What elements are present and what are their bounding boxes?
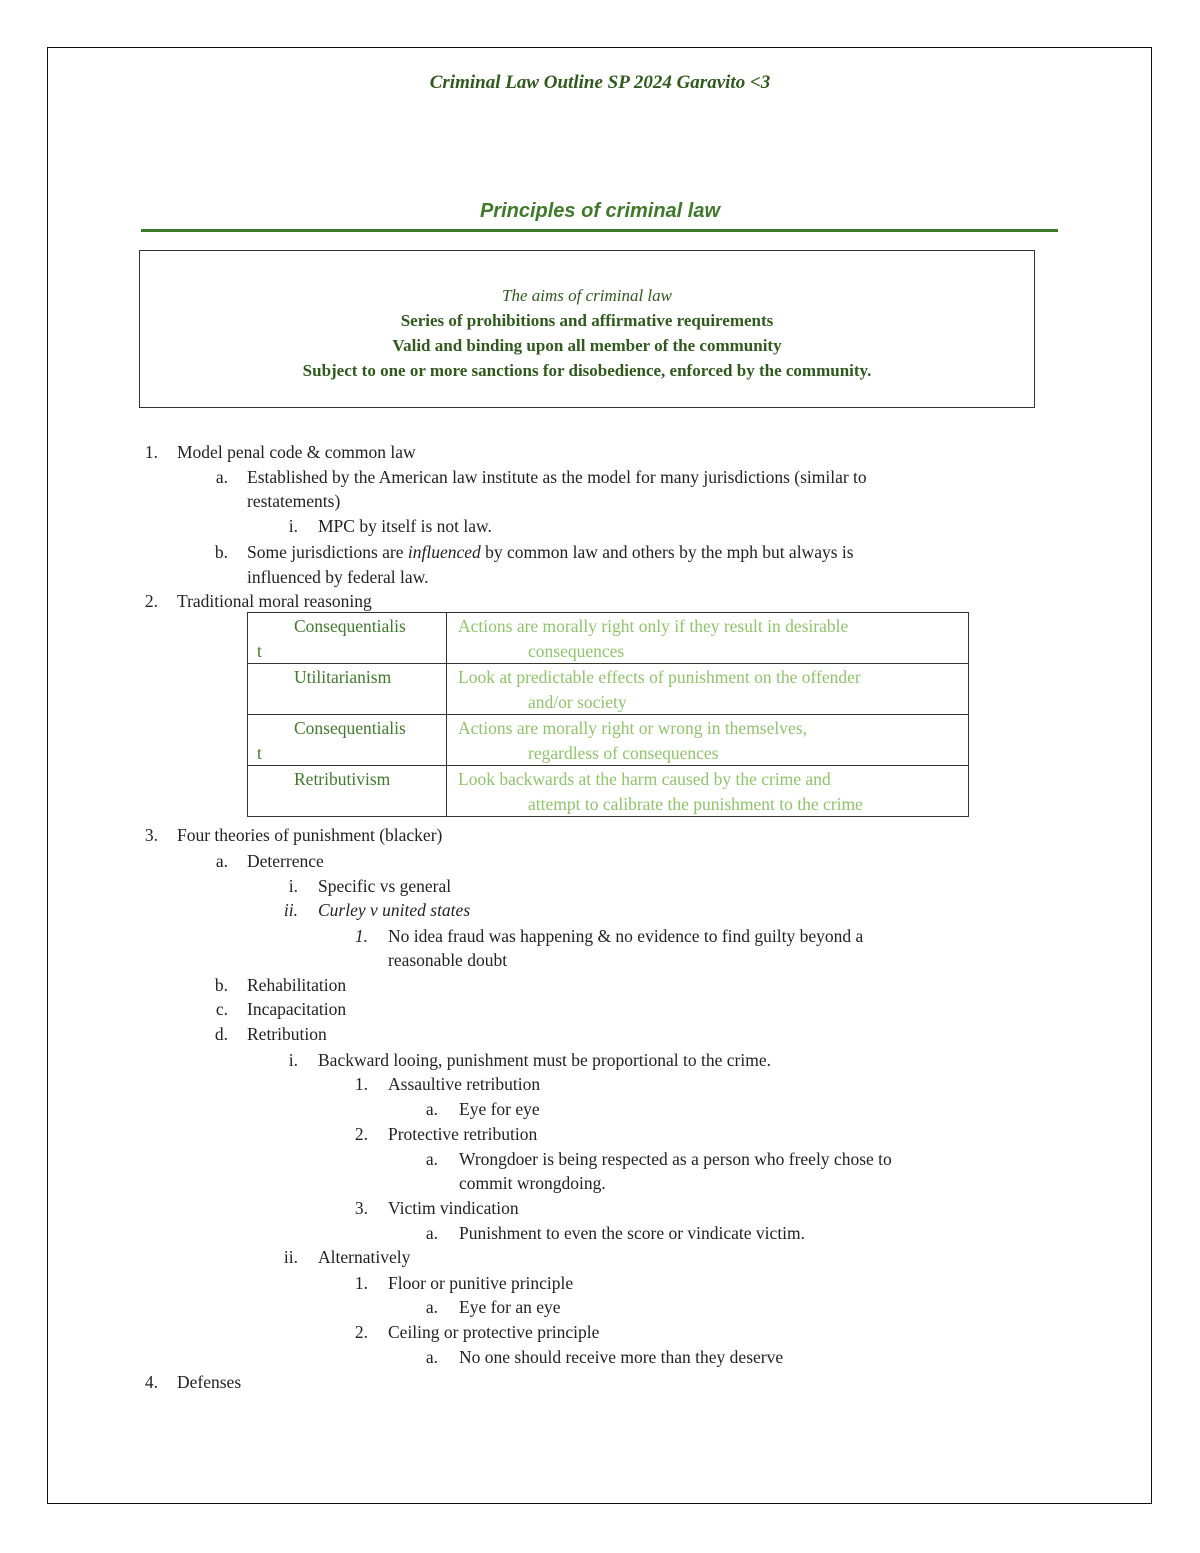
list-letter: d. — [214, 1024, 228, 1044]
theory-description-cont: consequences — [528, 641, 625, 661]
list-item: Alternatively — [318, 1247, 411, 1267]
list-letter: a. — [425, 1297, 438, 1317]
theory-description: Actions are morally right only if they result in desirable — [458, 616, 849, 636]
theory-description-cont: and/or society — [528, 692, 627, 712]
list-letter: a. — [215, 851, 228, 871]
list-text: by common law and others by the mph but always is — [480, 542, 854, 562]
list-item — [247, 540, 854, 564]
list-item: Backward looing, punishment must be proportional to the crime. — [318, 1050, 771, 1070]
table-row — [248, 715, 969, 766]
theory-name: Utilitarianism — [294, 667, 392, 687]
table-row — [248, 664, 969, 715]
list-number: 1. — [144, 442, 158, 462]
list-item: Deterrence — [247, 851, 324, 871]
list-letter: a. — [425, 1223, 438, 1243]
table-row — [248, 766, 969, 817]
aims-title: The aims of criminal law — [501, 286, 672, 305]
list-item-continued: influenced by federal law. — [247, 567, 429, 587]
list-item: Incapacitation — [247, 999, 347, 1019]
list-roman: i. — [288, 876, 298, 896]
table-row — [248, 613, 969, 664]
theory-description-cont: attempt to calibrate the punishment to the crime — [528, 794, 863, 814]
list-item: No one should receive more than they deserve — [459, 1347, 784, 1367]
list-item-continued: commit wrongdoing. — [459, 1173, 606, 1193]
aims-line: Valid and binding upon all member of the community — [392, 336, 782, 355]
list-letter: a. — [215, 467, 228, 487]
list-item: Punishment to even the score or vindicate victim. — [459, 1223, 806, 1243]
table-cell-description — [447, 766, 969, 817]
table-cell-description — [447, 613, 969, 664]
document-title: Criminal Law Outline SP 2024 Garavito <3 — [429, 72, 771, 93]
theory-description-cont: regardless of consequences — [528, 743, 719, 763]
table-cell-theory — [248, 766, 447, 817]
list-item: MPC by itself is not law. — [318, 516, 492, 536]
list-item: Model penal code & common law — [177, 442, 416, 462]
theory-description: Actions are morally right or wrong in themselves, — [458, 718, 807, 738]
case-name: Curley v united states — [318, 900, 471, 920]
list-item: Four theories of punishment (blacker) — [177, 825, 443, 845]
aims-box — [139, 250, 1035, 408]
list-item: Floor or punitive principle — [388, 1273, 574, 1293]
list-item: Victim vindication — [388, 1198, 519, 1218]
list-number: 3. — [144, 825, 158, 845]
moral-reasoning-table — [247, 612, 969, 817]
list-letter: b. — [214, 975, 228, 995]
theory-name-wrap: t — [257, 641, 262, 661]
theory-name: Consequentialis — [294, 718, 406, 738]
list-letter: c. — [215, 999, 228, 1019]
list-item: Established by the American law institute as the model for many jurisdictions (similar to — [247, 467, 867, 487]
theory-name: Retributivism — [294, 769, 391, 789]
table-cell-theory — [248, 715, 447, 766]
list-item: No idea fraud was happening & no evidence to find guilty beyond a — [388, 926, 864, 946]
list-item: Wrongdoer is being respected as a person who freely chose to — [459, 1149, 892, 1169]
table-cell-theory — [248, 613, 447, 664]
list-item: Eye for an eye — [459, 1297, 561, 1317]
list-number: 2. — [354, 1124, 368, 1144]
list-letter: b. — [214, 542, 228, 562]
list-item: Ceiling or protective principle — [388, 1322, 600, 1342]
list-roman: ii. — [283, 900, 298, 920]
list-roman: i. — [288, 516, 298, 536]
list-item: Assaultive retribution — [388, 1074, 541, 1094]
aims-line: Series of prohibitions and affirmative requirements — [400, 311, 774, 330]
table-cell-description — [447, 715, 969, 766]
list-number: 4. — [144, 1372, 158, 1392]
list-item-continued: restatements) — [247, 491, 341, 511]
list-item: Traditional moral reasoning — [177, 591, 372, 611]
section-divider — [141, 229, 1058, 232]
aims-line: Subject to one or more sanctions for disobedience, enforced by the community. — [302, 361, 872, 380]
list-item: Eye for eye — [459, 1099, 540, 1119]
theory-description: Look backwards at the harm caused by the crime and — [458, 769, 831, 789]
theory-name: Consequentialis — [294, 616, 406, 636]
list-letter: a. — [425, 1149, 438, 1169]
list-roman: i. — [288, 1050, 298, 1070]
list-number: 3. — [354, 1198, 368, 1218]
list-roman: ii. — [283, 1247, 298, 1267]
list-letter: a. — [425, 1099, 438, 1119]
list-item-continued: reasonable doubt — [388, 950, 508, 970]
table-cell-description — [447, 664, 969, 715]
theory-description: Look at predictable effects of punishment on the offender — [458, 667, 861, 687]
list-letter: a. — [425, 1347, 438, 1367]
list-item: Specific vs general — [318, 876, 452, 896]
table-cell-theory — [248, 664, 447, 715]
list-number: 1. — [354, 1273, 368, 1293]
list-item: Rehabilitation — [247, 975, 347, 995]
emphasis-text: influenced — [407, 542, 481, 562]
list-text: Some jurisdictions are — [247, 542, 408, 562]
list-number: 2. — [144, 591, 158, 611]
list-number: 1. — [354, 926, 368, 946]
list-item: Retribution — [247, 1024, 327, 1044]
list-number: 1. — [354, 1074, 368, 1094]
section-heading: Principles of criminal law — [479, 200, 721, 222]
theory-name-wrap: t — [257, 743, 262, 763]
list-item: Protective retribution — [388, 1124, 538, 1144]
list-item: Defenses — [177, 1372, 242, 1392]
list-number: 2. — [354, 1322, 368, 1342]
